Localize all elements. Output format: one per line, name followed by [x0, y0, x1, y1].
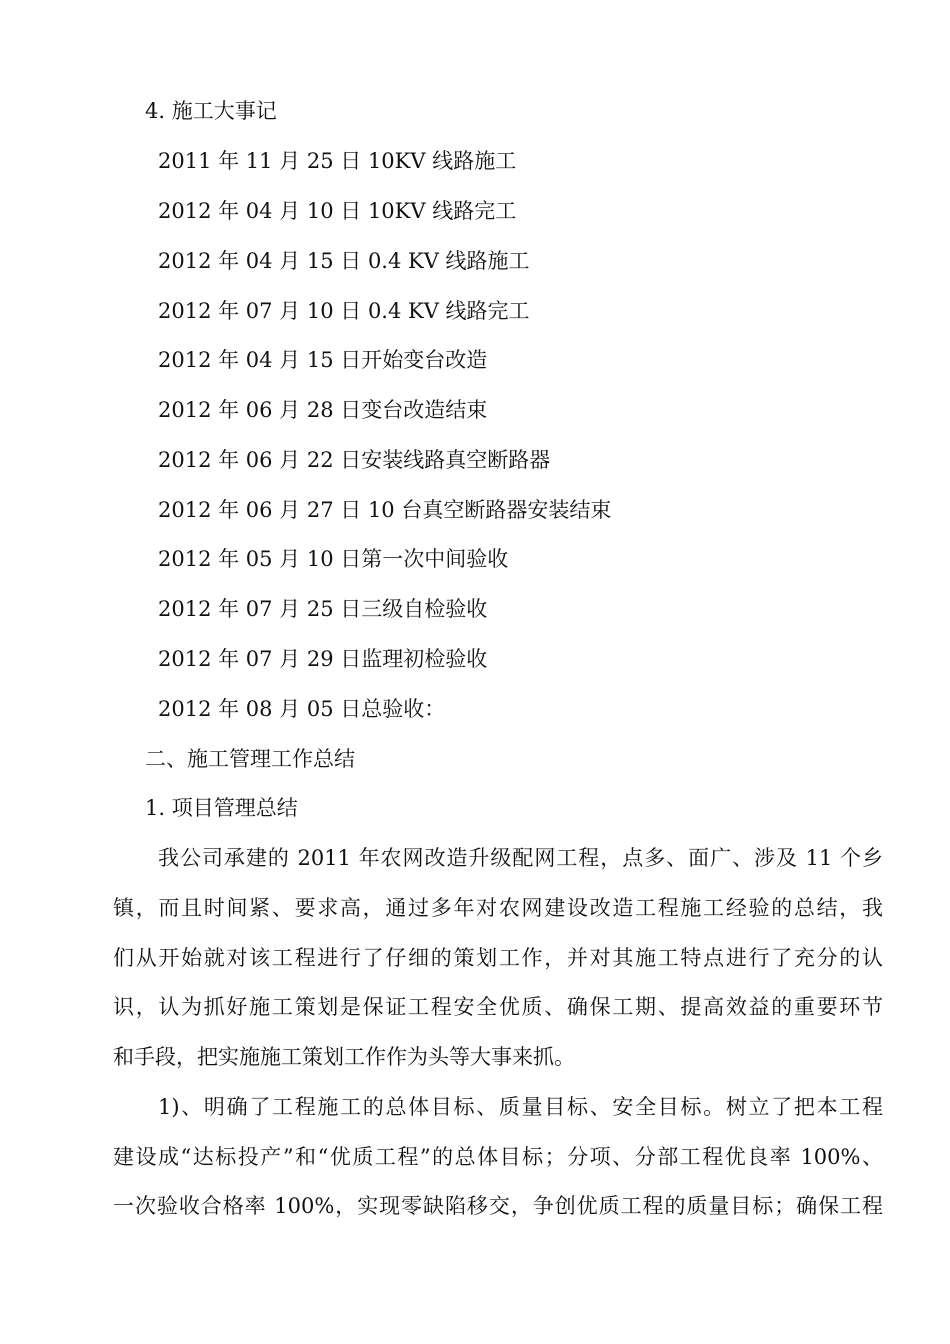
event-line: 2012 年 05 月 10 日第一次中间验收: [158, 547, 509, 571]
section-heading-management-summary: 二、施工管理工作总结: [145, 747, 355, 771]
event-line: 2012 年 04 月 15 日 0.4 KV 线路施工: [158, 249, 530, 273]
event-line: 2012 年 08 月 05 日总验收：: [158, 697, 446, 721]
paragraph-line: 镇，而且时间紧、要求高，通过多年对农网建设改造工程施工经验的总结，我: [113, 896, 883, 920]
event-line: 2012 年 06 月 27 日 10 台真空断路器安装结束: [158, 498, 612, 522]
event-line: 2012 年 04 月 15 日开始变台改造: [158, 348, 488, 372]
event-line: 2012 年 07 月 29 日监理初检验收: [158, 647, 488, 671]
event-line: 2011 年 11 月 25 日 10KV 线路施工: [158, 149, 517, 173]
event-line: 2012 年 04 月 10 日 10KV 线路完工: [158, 199, 517, 223]
event-line: 2012 年 07 月 10 日 0.4 KV 线路完工: [158, 299, 530, 323]
event-line: 2012 年 06 月 28 日变台改造结束: [158, 398, 488, 422]
section-heading-construction-events: 4. 施工大事记: [145, 99, 277, 123]
paragraph-line: 和手段，把实施施工策划工作作为头等大事来抓。: [113, 1045, 575, 1069]
paragraph-line: 一次验收合格率 100%，实现零缺陷移交，争创优质工程的质量目标；确保工程: [113, 1194, 883, 1218]
paragraph-line: 识，认为抓好施工策划是保证工程安全优质、确保工期、提高效益的重要环节: [113, 995, 883, 1019]
event-line: 2012 年 07 月 25 日三级自检验收: [158, 597, 488, 621]
paragraph-line: 我公司承建的 2011 年农网改造升级配网工程，点多、面广、涉及 11 个乡: [158, 846, 883, 870]
event-line: 2012 年 06 月 22 日安装线路真空断路器: [158, 448, 551, 472]
paragraph-line: 们从开始就对该工程进行了仔细的策划工作，并对其施工特点进行了充分的认: [113, 946, 883, 970]
subheading-project-management: 1. 项目管理总结: [145, 796, 298, 820]
paragraph-line: 1)、明确了工程施工的总体目标、质量目标、安全目标。树立了把本工程: [158, 1095, 883, 1119]
paragraph-line: 建设成“达标投产”和“优质工程”的总体目标；分项、分部工程优良率 100%、: [113, 1145, 883, 1169]
